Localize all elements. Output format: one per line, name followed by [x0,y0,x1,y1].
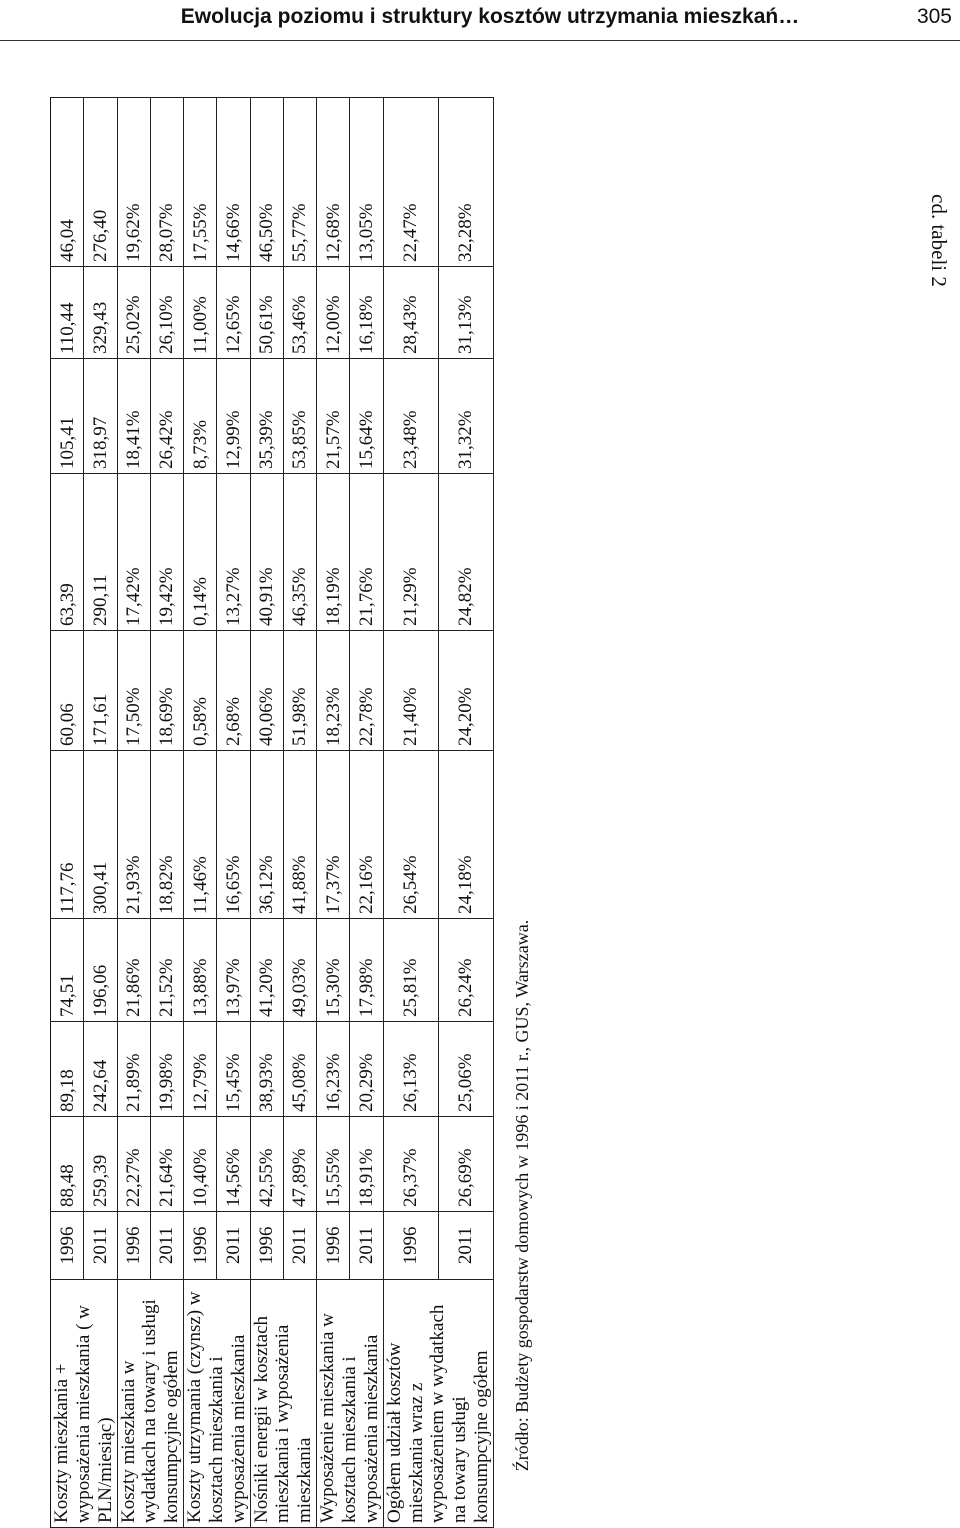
value-cell: 18,82% [150,751,183,919]
value-cell: 22,47% [383,98,438,267]
year-cell: 1996 [250,1212,283,1280]
value-cell: 11,00% [184,267,217,359]
value-cell: 53,46% [283,267,316,359]
year-cell: 1996 [117,1212,150,1280]
table-row [317,98,350,1528]
value-cell: 15,55% [317,1117,350,1212]
value-cell: 15,64% [350,359,383,474]
value-cell: 41,88% [283,751,316,919]
year-cell: 1996 [383,1212,438,1280]
value-cell: 14,66% [217,98,250,267]
row-group-label: Nośniki energii w kosztach mieszkania i wyposażenia mieszkania [250,1280,317,1528]
value-cell: 21,64% [150,1117,183,1212]
value-cell: 17,42% [117,474,150,631]
value-cell: 196,06 [84,919,117,1022]
running-header-title: Ewolucja poziomu i struktury kosztów utrzymania mieszkań… [180,5,800,28]
value-cell: 17,37% [317,751,350,919]
value-cell: 21,76% [350,474,383,631]
row-group-label: Koszty mieszkania w wydatkach na towary i usługi konsumpcyjne ogółem [117,1280,184,1528]
value-cell: 46,35% [283,474,316,631]
value-cell: 50,61% [250,267,283,359]
table-continuation-note [916,190,960,290]
value-cell: 11,46% [184,751,217,919]
table-continuation-note-text: cd. tabeli 2 [926,193,951,287]
value-cell: 16,65% [217,751,250,919]
value-cell: 14,56% [217,1117,250,1212]
year-cell: 1996 [317,1212,350,1280]
value-cell: 10,40% [184,1117,217,1212]
value-cell: 26,24% [438,919,493,1022]
value-cell: 24,18% [438,751,493,919]
row-group-label: Ogółem udział kosztów mieszkania wraz z wyposażeniem w wydatkach na towary usługi konsumpcyjne ogółem [383,1280,493,1528]
value-cell: 318,97 [84,359,117,474]
value-cell: 21,93% [117,751,150,919]
value-cell: 19,62% [117,98,150,267]
value-cell: 300,41 [84,751,117,919]
value-cell: 24,82% [438,474,493,631]
value-cell: 259,39 [84,1117,117,1212]
value-cell: 117,76 [51,751,84,919]
table-row [117,98,150,1528]
value-cell: 18,69% [150,631,183,751]
value-cell: 12,99% [217,359,250,474]
year-cell: 2011 [350,1212,383,1280]
value-cell: 25,06% [438,1022,493,1117]
value-cell: 51,98% [283,631,316,751]
value-cell: 13,97% [217,919,250,1022]
source-note [505,870,541,1520]
value-cell: 25,81% [383,919,438,1022]
value-cell: 49,03% [283,919,316,1022]
value-cell: 12,65% [217,267,250,359]
value-cell: 18,23% [317,631,350,751]
value-cell: 28,43% [383,267,438,359]
year-cell: 2011 [150,1212,183,1280]
table-row [184,98,217,1528]
value-cell: 18,41% [117,359,150,474]
value-cell: 26,42% [150,359,183,474]
value-cell: 23,48% [383,359,438,474]
value-cell: 45,08% [283,1022,316,1117]
year-cell: 1996 [184,1212,217,1280]
value-cell: 2,68% [217,631,250,751]
table-body [51,98,494,1528]
value-cell: 12,79% [184,1022,217,1117]
value-cell: 15,30% [317,919,350,1022]
value-cell: 276,40 [84,98,117,267]
table-row [383,98,438,1528]
value-cell: 32,28% [438,98,493,267]
value-cell: 25,02% [117,267,150,359]
value-cell: 105,41 [51,359,84,474]
value-cell: 24,20% [438,631,493,751]
value-cell: 21,57% [317,359,350,474]
value-cell: 26,13% [383,1022,438,1117]
value-cell: 26,69% [438,1117,493,1212]
value-cell: 242,64 [84,1022,117,1117]
value-cell: 12,68% [317,98,350,267]
value-cell: 26,37% [383,1117,438,1212]
value-cell: 0,14% [184,474,217,631]
value-cell: 21,52% [150,919,183,1022]
value-cell: 290,11 [84,474,117,631]
value-cell: 18,19% [317,474,350,631]
table-row [51,98,84,1528]
value-cell: 31,32% [438,359,493,474]
value-cell: 17,50% [117,631,150,751]
value-cell: 47,89% [283,1117,316,1212]
value-cell: 16,18% [350,267,383,359]
year-cell: 2011 [84,1212,117,1280]
value-cell: 21,40% [383,631,438,751]
value-cell: 20,29% [350,1022,383,1117]
rotated-table-container [50,98,493,1528]
value-cell: 19,98% [150,1022,183,1117]
value-cell: 22,16% [350,751,383,919]
value-cell: 0,58% [184,631,217,751]
year-cell: 2011 [217,1212,250,1280]
row-group-label: Koszty mieszkania + wyposażenia mieszkania ( w PLN/miesiąc) [51,1280,118,1528]
year-cell: 1996 [51,1212,84,1280]
value-cell: 60,06 [51,631,84,751]
value-cell: 21,29% [383,474,438,631]
value-cell: 13,88% [184,919,217,1022]
value-cell: 110,44 [51,267,84,359]
value-cell: 35,39% [250,359,283,474]
value-cell: 88,48 [51,1117,84,1212]
value-cell: 63,39 [51,474,84,631]
value-cell: 329,43 [84,267,117,359]
value-cell: 21,89% [117,1022,150,1117]
value-cell: 42,55% [250,1117,283,1212]
value-cell: 31,13% [438,267,493,359]
value-cell: 13,05% [350,98,383,267]
value-cell: 15,45% [217,1022,250,1117]
housing-costs-table [50,97,494,1528]
header-divider [0,40,960,41]
value-cell: 18,91% [350,1117,383,1212]
year-cell: 2011 [283,1212,316,1280]
value-cell: 17,98% [350,919,383,1022]
value-cell: 12,00% [317,267,350,359]
value-cell: 38,93% [250,1022,283,1117]
source-note-text: Źródło: Budżety gospodarstw domowych w 1996 i 2011 r., GUS, Warszawa. [512,919,533,1471]
value-cell: 36,12% [250,751,283,919]
value-cell: 28,07% [150,98,183,267]
value-cell: 19,42% [150,474,183,631]
value-cell: 26,10% [150,267,183,359]
value-cell: 21,86% [117,919,150,1022]
table-row [250,98,283,1528]
row-group-label: Koszty utrzymania (czynsz) w kosztach mieszkania i wyposażenia mieszkania [184,1280,251,1528]
value-cell: 171,61 [84,631,117,751]
value-cell: 46,04 [51,98,84,267]
value-cell: 26,54% [383,751,438,919]
value-cell: 89,18 [51,1022,84,1117]
value-cell: 74,51 [51,919,84,1022]
value-cell: 13,27% [217,474,250,631]
value-cell: 22,27% [117,1117,150,1212]
value-cell: 8,73% [184,359,217,474]
row-group-label: Wyposażenie mieszkania w kosztach mieszkania i wyposażenia mieszkania [317,1280,384,1528]
value-cell: 17,55% [184,98,217,267]
value-cell: 46,50% [250,98,283,267]
page-number: 305 [916,5,952,28]
value-cell: 40,91% [250,474,283,631]
value-cell: 40,06% [250,631,283,751]
value-cell: 55,77% [283,98,316,267]
value-cell: 22,78% [350,631,383,751]
value-cell: 16,23% [317,1022,350,1117]
value-cell: 53,85% [283,359,316,474]
value-cell: 41,20% [250,919,283,1022]
year-cell: 2011 [438,1212,493,1280]
